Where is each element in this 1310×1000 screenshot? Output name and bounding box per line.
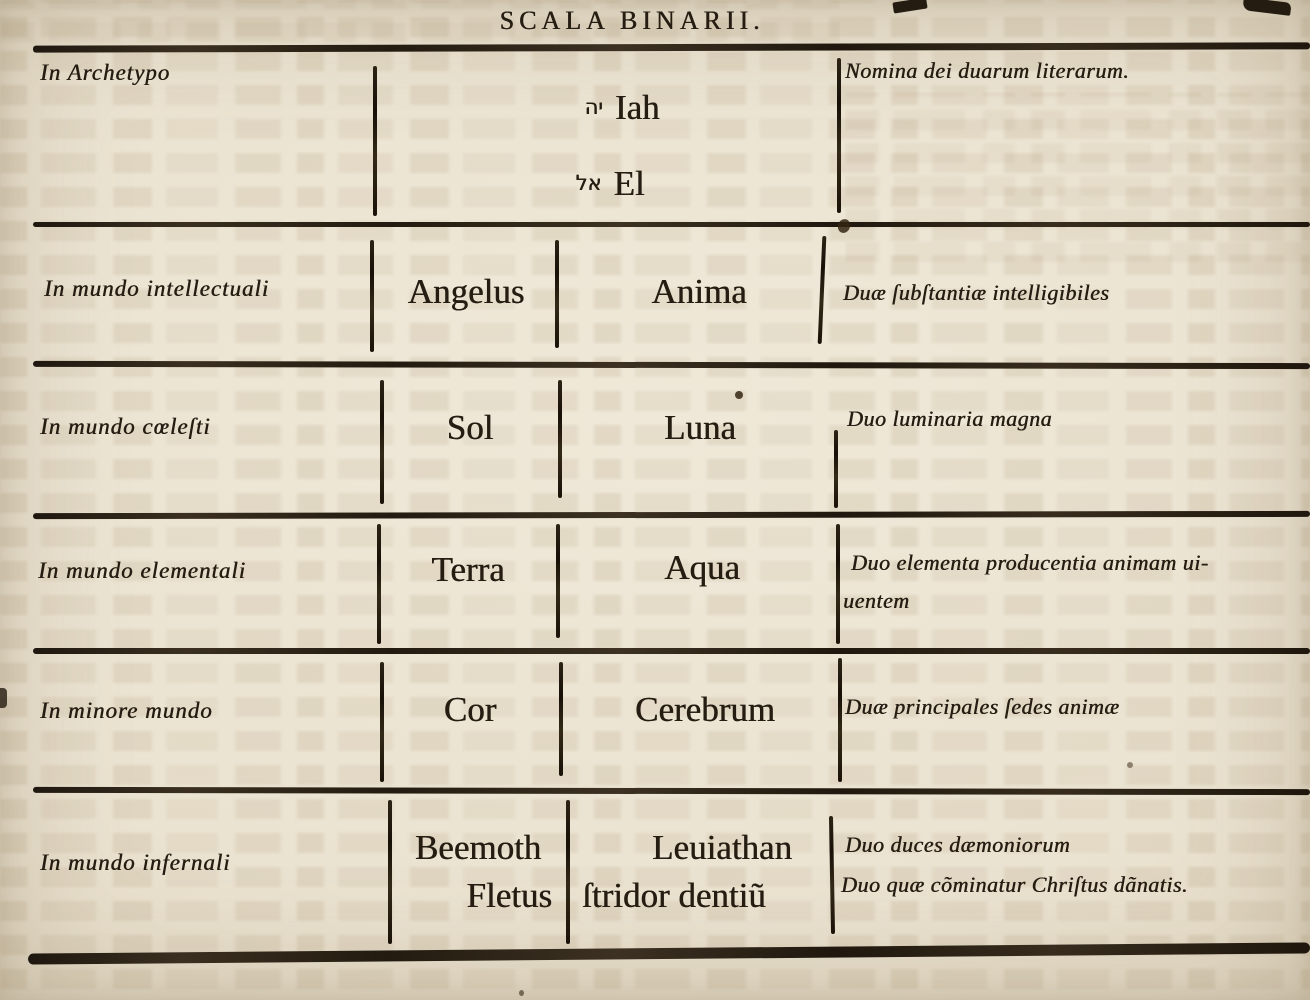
description-row-1: Nomina dei duarum literarum. [845,58,1130,83]
table-column-rule [834,430,838,508]
cell-aqua: Aqua [664,548,740,587]
cell-fletus: Fletus [466,876,552,915]
table-column-rule [380,662,384,782]
cell-cor: Cor [443,690,497,729]
table-column-rule [556,524,560,638]
description-row-4-line-2: uentem [843,588,910,613]
cropped-text-fragment [0,688,7,708]
cell-leuiathan: Leuiathan [652,828,792,867]
cell-cerebrum: Cerebrum [635,690,775,729]
cell-el [575,164,644,204]
ink-stain [735,391,743,399]
row-label-minore: In minore mundo [40,698,213,723]
table-rule-4 [33,648,1310,654]
table-column-rule [388,800,392,944]
description-row-2: Duæ ſubſtantiæ intelligibiles [843,280,1110,305]
table-column-rule [838,658,842,782]
cell-beemoth: Beemoth [414,828,542,867]
description-row-6-line-1: Duo duces dæmoniorum [845,832,1071,857]
table-column-rule [555,240,559,348]
cell-sol: Sol [446,408,494,447]
table-column-rule [837,58,841,213]
page-title: SCALA BINARII. [499,6,765,35]
description-row-4-line-1: Duo elementa producentia animam ui- [851,550,1209,575]
table-column-rule [559,662,563,776]
ink-stain [1127,762,1133,768]
cell-anima: Anima [651,272,747,311]
description-row-3: Duo luminaria magna [847,406,1053,431]
row-label-elementali: In mundo elementali [38,558,247,583]
row-label-archetypo: In Archetypo [40,60,171,85]
cell-luna: Luna [664,408,736,447]
latin-name-el: El [613,164,645,203]
cell-stridor-dentium: ſtridor dentiũ [582,876,766,915]
table-column-rule [558,380,562,498]
table-column-rule [836,524,840,644]
row-label-coelesti: In mundo cœleſti [40,414,211,439]
table-column-rule [370,240,374,352]
hebrew-name-iah: יה [584,95,603,119]
cell-terra: Terra [431,550,505,589]
hebrew-name-el: אל [575,171,602,195]
ink-stain [519,990,524,996]
cell-iah [584,88,659,128]
bleedthrough-texture-right [845,92,1310,272]
table-column-rule [566,800,570,944]
row-label-infernali: In mundo infernali [40,850,231,875]
latin-name-iah: Iah [614,88,660,127]
description-row-6-line-2: Duo quæ cõminatur Chriſtus dãnatis. [841,872,1188,897]
table-column-rule [373,66,377,216]
table-rule-1 [33,222,1310,227]
description-row-5: Duæ principales ſedes animæ [845,694,1120,719]
table-column-rule [380,380,384,504]
cell-angelus: Angelus [407,272,525,311]
row-label-intellectuali: In mundo intellectuali [44,276,270,301]
table-column-rule [377,524,381,644]
